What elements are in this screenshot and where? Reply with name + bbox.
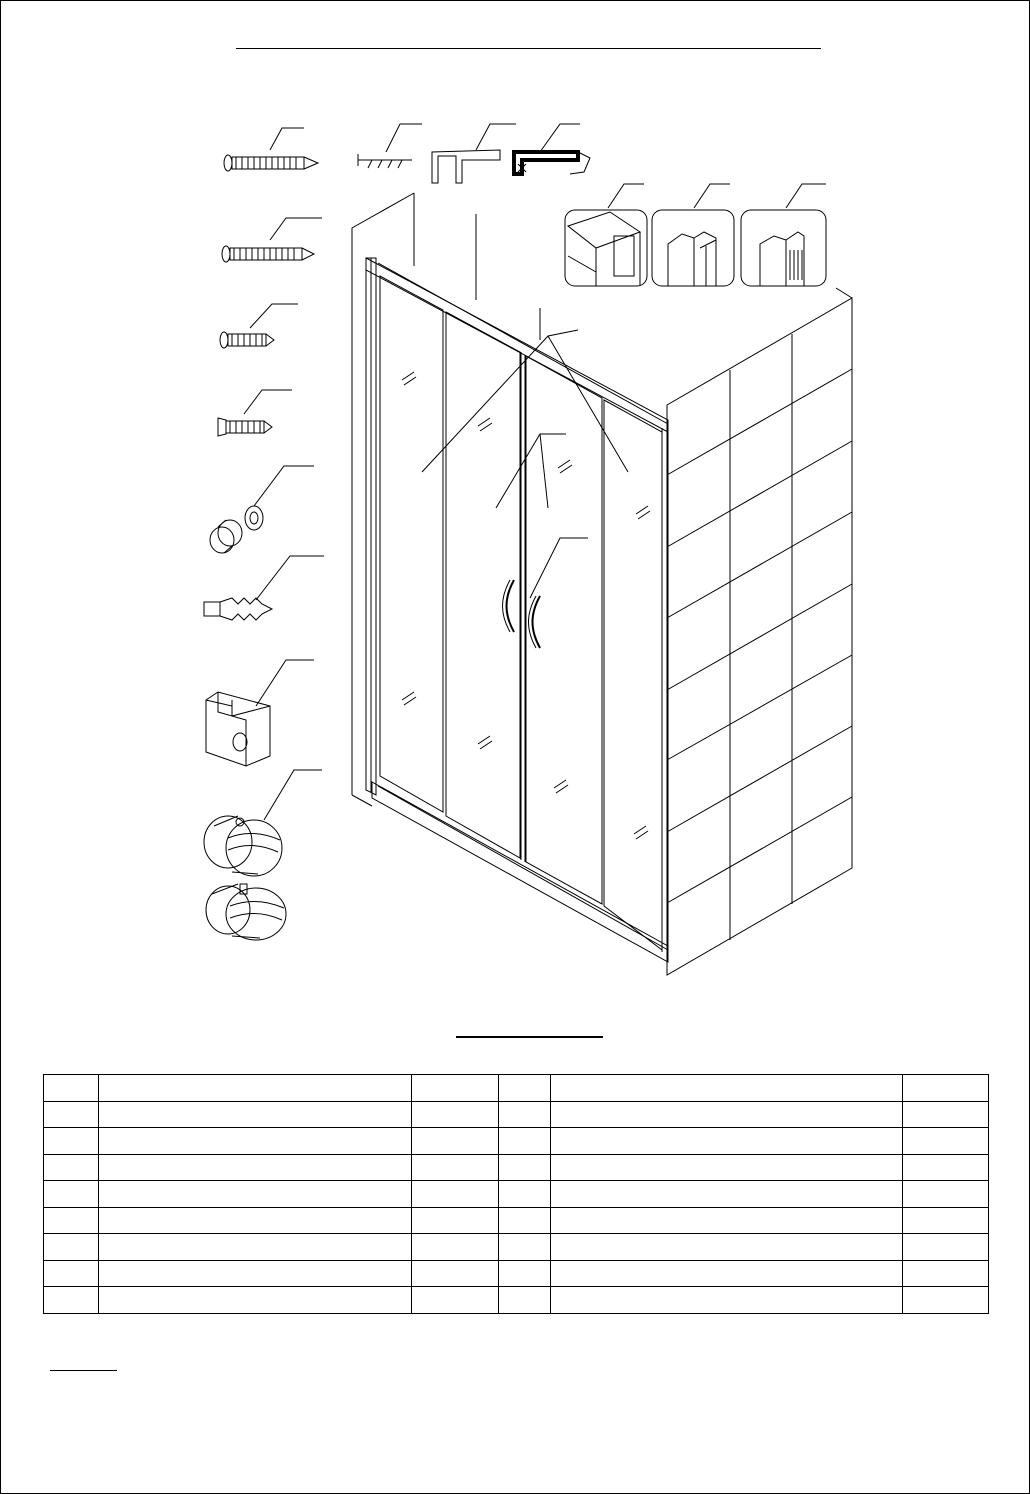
seal-strip-icon <box>514 124 590 174</box>
table-cell <box>499 1128 551 1155</box>
parts-list-heading <box>456 1014 603 1034</box>
glass-panels <box>380 276 662 950</box>
table-cell <box>44 1101 99 1128</box>
table-cell <box>412 1234 499 1261</box>
profile-section-c-icon <box>741 184 826 286</box>
roller-wheel-icon <box>204 770 322 876</box>
table-cell <box>499 1101 551 1128</box>
table-cell <box>99 1234 412 1261</box>
table-cell <box>412 1181 499 1208</box>
table-cell <box>903 1181 989 1208</box>
table-cell <box>99 1154 412 1181</box>
table-cell <box>44 1207 99 1234</box>
cap-and-washer-icon <box>210 466 314 553</box>
t-pin-icon <box>358 124 422 168</box>
table-cell <box>44 1154 99 1181</box>
table-cell <box>99 1207 412 1234</box>
table-cell <box>412 1101 499 1128</box>
u-clip-icon <box>432 124 516 183</box>
table-cell <box>903 1234 989 1261</box>
countersunk-screw-icon <box>218 390 292 436</box>
table-cell <box>412 1075 499 1102</box>
table-row <box>44 1075 989 1102</box>
table-cell <box>44 1075 99 1102</box>
table-cell <box>499 1154 551 1181</box>
table-cell <box>499 1287 551 1314</box>
table-cell <box>99 1287 412 1314</box>
table-cell <box>903 1287 989 1314</box>
table-cell <box>551 1128 903 1155</box>
medium-screw-icon <box>222 218 322 262</box>
table-row <box>44 1287 989 1314</box>
table-cell <box>551 1234 903 1261</box>
pivot-block-icon <box>206 660 314 766</box>
note-heading-underline <box>50 1370 117 1371</box>
short-screw-icon <box>220 304 298 348</box>
table-cell <box>551 1101 903 1128</box>
profile-section-a-icon <box>565 184 647 286</box>
table-cell <box>44 1234 99 1261</box>
table-cell <box>44 1128 99 1155</box>
table-cell <box>99 1101 412 1128</box>
table-cell <box>499 1181 551 1208</box>
table-cell <box>99 1260 412 1287</box>
profile-section-b-icon <box>652 184 734 286</box>
parts-table <box>43 1074 989 1314</box>
table-row <box>44 1154 989 1181</box>
table-cell <box>412 1154 499 1181</box>
table-cell <box>499 1075 551 1102</box>
roller-wheel-icon <box>206 884 286 940</box>
table-cell <box>903 1128 989 1155</box>
table-row <box>44 1101 989 1128</box>
table-row <box>44 1128 989 1155</box>
table-cell <box>903 1260 989 1287</box>
note-heading <box>50 1350 117 1368</box>
table-row <box>44 1234 989 1261</box>
table-cell <box>903 1154 989 1181</box>
table-cell <box>412 1287 499 1314</box>
table-cell <box>412 1207 499 1234</box>
table-cell <box>44 1181 99 1208</box>
table-cell <box>551 1287 903 1314</box>
table-cell <box>551 1154 903 1181</box>
table-cell <box>499 1207 551 1234</box>
table-cell <box>903 1207 989 1234</box>
table-cell <box>99 1128 412 1155</box>
table-cell <box>551 1075 903 1102</box>
parts-list-heading-underline <box>456 1036 603 1038</box>
table-cell <box>44 1287 99 1314</box>
table-cell <box>412 1260 499 1287</box>
table-cell <box>903 1101 989 1128</box>
table-cell <box>412 1128 499 1155</box>
table-cell <box>551 1260 903 1287</box>
wall-plug-icon <box>204 556 324 620</box>
table-cell <box>99 1075 412 1102</box>
table-cell <box>499 1234 551 1261</box>
table-cell <box>44 1260 99 1287</box>
table-cell <box>99 1181 412 1208</box>
table-cell <box>551 1207 903 1234</box>
tiled-wall <box>667 288 852 975</box>
table-cell <box>499 1260 551 1287</box>
table-row <box>44 1207 989 1234</box>
table-cell <box>551 1181 903 1208</box>
table-row <box>44 1181 989 1208</box>
long-screw-icon <box>224 128 318 171</box>
table-cell <box>903 1075 989 1102</box>
table-row <box>44 1260 989 1287</box>
